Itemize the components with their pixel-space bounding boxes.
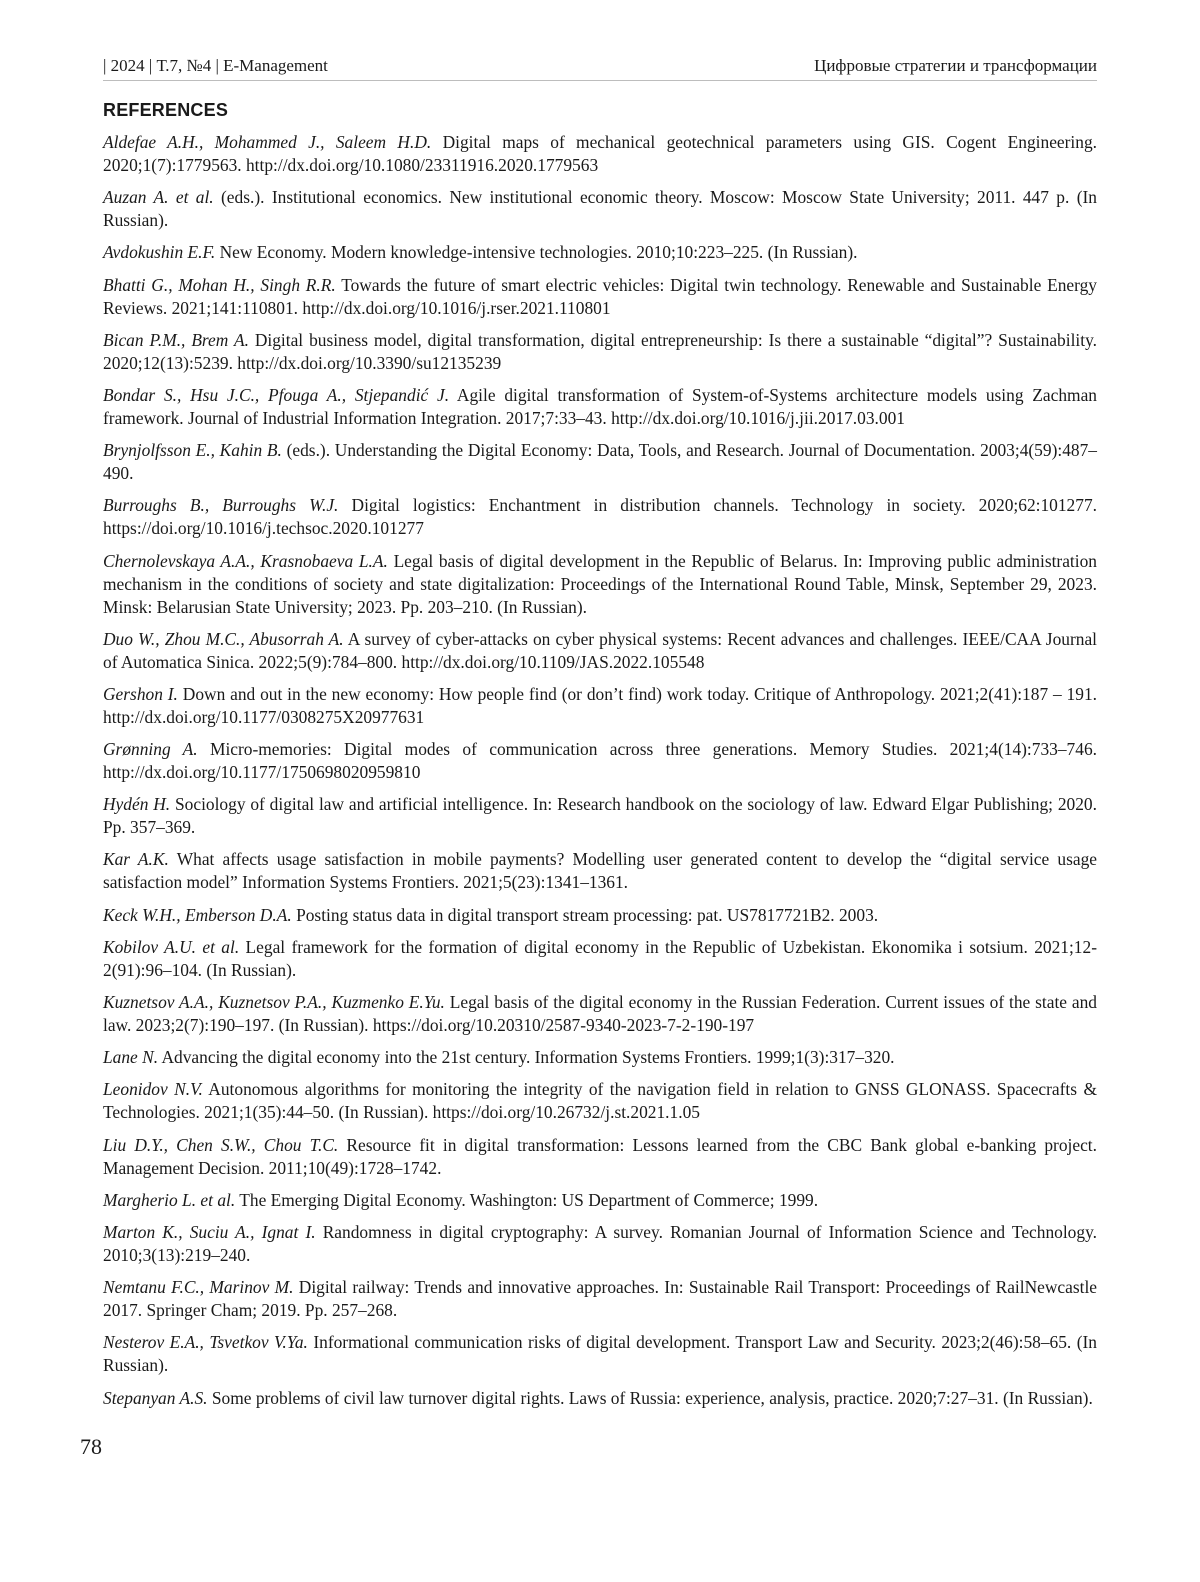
reference-text: What affects usage satisfaction in mobile payments? Modelling user generated content to develop the “digital service usage satisfaction model” Information Systems Frontiers. 2021;5(23):1341–1361. xyxy=(103,849,1097,892)
reference-authors: Leonidov N.V. xyxy=(103,1079,203,1099)
reference-item xyxy=(103,439,1097,485)
reference-authors: Aldefae A.H., Mohammed J., Saleem H.D. xyxy=(103,132,431,152)
reference-item xyxy=(103,241,1097,264)
reference-text: Agile digital transformation of System-of-Systems architecture models using Zachman framework. Journal of Industrial Information Integration. 2017;7:33–43. http://dx.doi.org/10.1016/j.jii.2017.03.001 xyxy=(103,385,1097,428)
reference-authors: Brynjolfsson E., Kahin B. xyxy=(103,440,282,460)
reference-authors: Grønning A. xyxy=(103,739,198,759)
reference-item xyxy=(103,1078,1097,1124)
reference-item xyxy=(103,793,1097,839)
reference-item xyxy=(103,628,1097,674)
page-number: 78 xyxy=(80,1434,102,1460)
reference-item xyxy=(103,186,1097,232)
reference-authors: Bhatti G., Mohan H., Singh R.R. xyxy=(103,275,336,295)
reference-item xyxy=(103,131,1097,177)
reference-text: Informational communication risks of digital development. Transport Law and Security. 2023;2(46):58–65. (In Russian). xyxy=(103,1332,1097,1375)
reference-text: Digital railway: Trends and innovative approaches. In: Sustainable Rail Transport: Proceedings of RailNewcastle 2017. Springer Cham; 2019. Pp. 257–268. xyxy=(103,1277,1097,1320)
reference-authors: Gershon I. xyxy=(103,684,178,704)
reference-text: New Economy. Modern knowledge-intensive technologies. 2010;10:223–225. (In Russian). xyxy=(220,242,858,262)
reference-authors: Marton K., Suciu A., Ignat I. xyxy=(103,1222,316,1242)
reference-authors: Nesterov E.A., Tsvetkov V.Ya. xyxy=(103,1332,308,1352)
reference-authors: Stepanyan A.S. xyxy=(103,1388,208,1408)
reference-authors: Chernolevskaya A.A., Krasnobaeva L.A. xyxy=(103,551,388,571)
reference-item xyxy=(103,904,1097,927)
reference-item xyxy=(103,1221,1097,1267)
reference-text: A survey of cyber-attacks on cyber physical systems: Recent advances and challenges. IEEE/CAA Journal of Automatica Sinica. 2022;5(9):784–800. http://dx.doi.org/10.1109/JAS.2022.105548 xyxy=(103,629,1097,672)
reference-item xyxy=(103,1331,1097,1377)
reference-item xyxy=(103,1134,1097,1180)
journal-info: | 2024 | Т.7, №4 | E-Management xyxy=(103,56,328,76)
reference-authors: Auzan A. et al. xyxy=(103,187,214,207)
reference-text: Autonomous algorithms for monitoring the integrity of the navigation field in relation to GNSS GLONASS. Spacecrafts & Technologies. 2021;1(35):44–50. (In Russian). https://doi.org/10.26732/j.st.2021.1.05 xyxy=(103,1079,1097,1122)
reference-text: Towards the future of smart electric vehicles: Digital twin technology. Renewable and Sustainable Energy Reviews. 2021;141:110801. http://dx.doi.org/10.1016/j.rser.2021.110801 xyxy=(103,275,1097,318)
reference-item xyxy=(103,1046,1097,1069)
reference-text: Some problems of civil law turnover digital rights. Laws of Russia: experience, analysis, practice. 2020;7:27–31. (In Russian). xyxy=(212,1388,1093,1408)
reference-item xyxy=(103,1276,1097,1322)
reference-text: Resource fit in digital transformation: Lessons learned from the CBC Bank global e-banking project. Management Decision. 2011;10(49):1728–1742. xyxy=(103,1135,1097,1178)
section-name: Цифровые стратегии и трансформации xyxy=(814,56,1097,76)
reference-authors: Duo W., Zhou M.C., Abusorrah A. xyxy=(103,629,344,649)
references-list xyxy=(103,131,1097,1419)
reference-authors: Nemtanu F.C., Marinov M. xyxy=(103,1277,293,1297)
references-heading: REFERENCES xyxy=(103,99,228,121)
reference-text: Micro-memories: Digital modes of communication across three generations. Memory Studies. 2021;4(14):733–746. http://dx.doi.org/10.1177/1750698020959810 xyxy=(103,739,1097,782)
reference-authors: Avdokushin E.F. xyxy=(103,242,215,262)
reference-authors: Liu D.Y., Chen S.W., Chou T.C. xyxy=(103,1135,338,1155)
reference-text: Digital logistics: Enchantment in distribution channels. Technology in society. 2020;62:101277. https://doi.org/10.1016/j.techsoc.2020.101277 xyxy=(103,495,1097,538)
reference-item xyxy=(103,329,1097,375)
reference-text: Legal basis of digital development in the Republic of Belarus. In: Improving public administration mechanism in the conditions of society and state digitalization: Proceedings of the International Round Table, Minsk, September 29, 2023. Minsk: Belarusian State University; 2023. Pp. 203–210. (In Russian). xyxy=(103,551,1097,617)
reference-text: Randomness in digital cryptography: A survey. Romanian Journal of Information Science and Technology. 2010;3(13):219–240. xyxy=(103,1222,1097,1265)
reference-authors: Bondar S., Hsu J.C., Pfouga A., Stjepandić J. xyxy=(103,385,449,405)
reference-text: Legal framework for the formation of digital economy in the Republic of Uzbekistan. Ekonomika i sotsium. 2021;12-2(91):96–104. (In Russian). xyxy=(103,937,1097,980)
reference-item xyxy=(103,274,1097,320)
reference-text: (eds.). Institutional economics. New institutional economic theory. Moscow: Moscow State University; 2011. 447 p. (In Russian). xyxy=(103,187,1097,230)
running-header xyxy=(103,56,1097,81)
reference-text: Advancing the digital economy into the 21st century. Information Systems Frontiers. 1999;1(3):317–320. xyxy=(161,1047,894,1067)
reference-authors: Kar A.K. xyxy=(103,849,169,869)
reference-text: Sociology of digital law and artificial intelligence. In: Research handbook on the sociology of law. Edward Elgar Publishing; 2020. Pp. 357–369. xyxy=(103,794,1097,837)
reference-text: Digital business model, digital transformation, digital entrepreneurship: Is there a sustainable “digital”? Sustainability. 2020;12(13):5239. http://dx.doi.org/10.3390/su12135239 xyxy=(103,330,1097,373)
reference-text: Down and out in the new economy: How people find (or don’t find) work today. Critique of Anthropology. 2021;2(41):187 – 191. http://dx.doi.org/10.1177/0308275X20977631 xyxy=(103,684,1097,727)
reference-text: Posting status data in digital transport stream processing: pat. US7817721B2. 2003. xyxy=(296,905,878,925)
reference-authors: Keck W.H., Emberson D.A. xyxy=(103,905,292,925)
reference-item xyxy=(103,494,1097,540)
reference-text: Digital maps of mechanical geotechnical parameters using GIS. Cogent Engineering. 2020;1(7):1779563. http://dx.doi.org/10.1080/23311916.2020.1779563 xyxy=(103,132,1097,175)
reference-authors: Bican P.M., Brem A. xyxy=(103,330,249,350)
reference-item xyxy=(103,550,1097,619)
reference-authors: Burroughs B., Burroughs W.J. xyxy=(103,495,338,515)
reference-item xyxy=(103,683,1097,729)
reference-authors: Hydén H. xyxy=(103,794,170,814)
reference-authors: Kuznetsov A.A., Kuznetsov P.A., Kuzmenko E.Yu. xyxy=(103,992,445,1012)
reference-item xyxy=(103,738,1097,784)
reference-item xyxy=(103,848,1097,894)
reference-text: (eds.). Understanding the Digital Economy: Data, Tools, and Research. Journal of Documentation. 2003;4(59):487–490. xyxy=(103,440,1097,483)
reference-item xyxy=(103,1387,1097,1410)
reference-authors: Kobilov A.U. et al. xyxy=(103,937,239,957)
reference-item xyxy=(103,991,1097,1037)
reference-item xyxy=(103,384,1097,430)
reference-text: The Emerging Digital Economy. Washington: US Department of Commerce; 1999. xyxy=(239,1190,818,1210)
reference-authors: Margherio L. et al. xyxy=(103,1190,235,1210)
reference-text: Legal basis of the digital economy in the Russian Federation. Current issues of the state and law. 2023;2(7):190–197. (In Russian). https://doi.org/10.20310/2587-9340-2023-7-2-190-197 xyxy=(103,992,1097,1035)
reference-item xyxy=(103,1189,1097,1212)
reference-item xyxy=(103,936,1097,982)
reference-authors: Lane N. xyxy=(103,1047,158,1067)
